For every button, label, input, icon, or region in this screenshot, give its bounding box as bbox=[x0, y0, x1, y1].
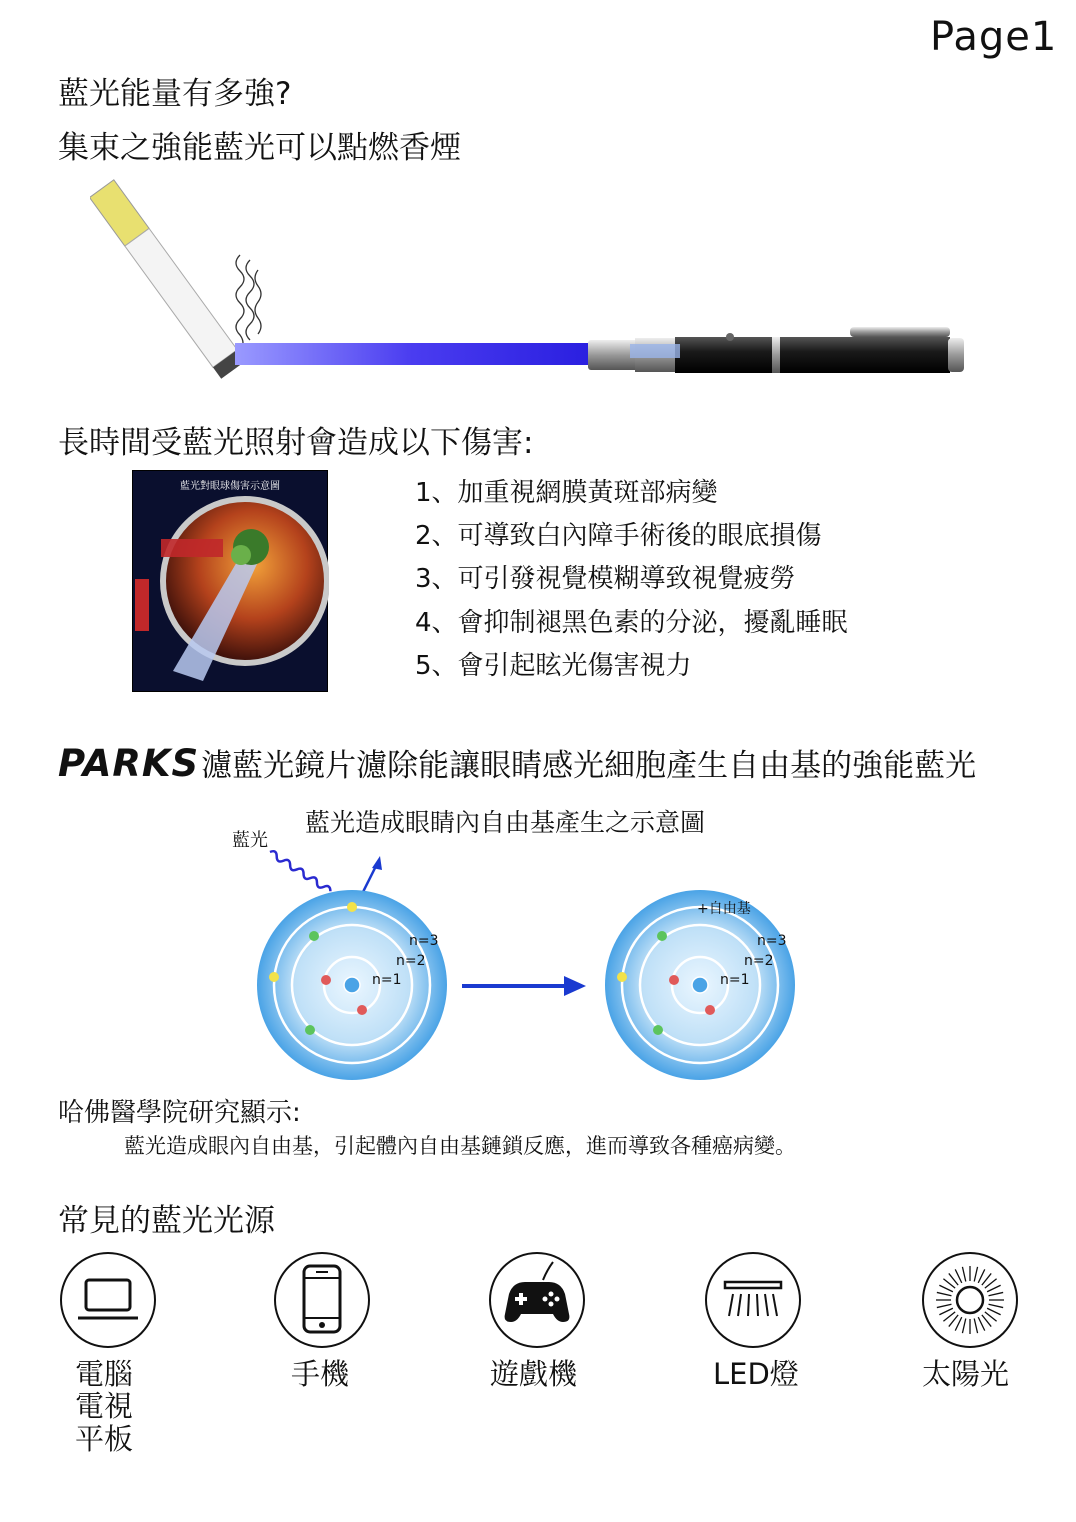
intro-question: 藍光能量有多強? bbox=[58, 76, 292, 112]
cigarette bbox=[90, 180, 245, 379]
smoke-line bbox=[255, 270, 261, 334]
parks-text: 濾藍光鏡片濾除能讓眼睛感光細胞產生自由基的強能藍光 bbox=[201, 748, 977, 784]
shell-label-n2: n=2 bbox=[396, 953, 426, 969]
sun-ray bbox=[937, 1292, 952, 1295]
shell-label-n3: n=3 bbox=[409, 933, 439, 949]
sun-ray bbox=[962, 1319, 965, 1334]
sun-ray bbox=[955, 1317, 962, 1331]
blue-light-wave bbox=[268, 849, 332, 893]
sun-ray bbox=[974, 1319, 977, 1334]
free-radical-diagram bbox=[250, 840, 810, 1085]
sun-ray bbox=[974, 1267, 977, 1282]
harm-item: 5、會引起眩光傷害視力 bbox=[415, 650, 692, 681]
laser-cigarette-illustration bbox=[90, 175, 980, 390]
atom-before bbox=[257, 890, 447, 1080]
sun-ray bbox=[937, 1304, 952, 1307]
figure-caption: 藍光對眼球傷害示意圖 bbox=[180, 481, 280, 492]
parks-statement bbox=[58, 740, 976, 785]
research-text: 藍光造成眼內自由基，引起體內自由基鏈鎖反應，進而導致各種癌病變。 bbox=[124, 1134, 796, 1158]
led-lamp-icon bbox=[705, 1252, 801, 1348]
harm-list bbox=[415, 478, 848, 682]
source-label-sun: 太陽光 bbox=[922, 1357, 1010, 1391]
smoke-line bbox=[246, 260, 254, 340]
source-label-line: 平板 bbox=[75, 1421, 134, 1456]
atom-after bbox=[605, 890, 795, 1080]
diagram-title: 藍光造成眼睛內自由基產生之示意圖 bbox=[305, 808, 706, 837]
harm-item: 2、可導致白內障手術後的眼底損傷 bbox=[415, 521, 822, 552]
source-label-line: 電視 bbox=[75, 1389, 134, 1424]
shell-label-n1: n=1 bbox=[372, 972, 402, 988]
sun-ray bbox=[987, 1308, 1001, 1315]
shell-label-n1: n=1 bbox=[720, 972, 750, 988]
smoke-line bbox=[236, 255, 244, 351]
phone-icon bbox=[274, 1252, 370, 1348]
sun-ray bbox=[978, 1269, 985, 1283]
laser-beam bbox=[235, 343, 590, 365]
source-label-screens bbox=[75, 1358, 133, 1455]
laptop-icon bbox=[60, 1252, 156, 1348]
brand-logo: PARKS bbox=[58, 742, 200, 785]
harm-heading: 長時間受藍光照射會造成以下傷害: bbox=[58, 425, 534, 461]
gamepad-icon bbox=[489, 1252, 585, 1348]
source-label-line: 電腦 bbox=[75, 1357, 134, 1391]
harm-item: 4、會抑制褪黑色素的分泌，擾亂睡眠 bbox=[415, 607, 848, 638]
eye-damage-figure bbox=[132, 470, 328, 692]
source-label-phone: 手機 bbox=[291, 1357, 350, 1391]
free-radical-label: +自由基 bbox=[697, 901, 751, 917]
laser-pen bbox=[588, 327, 964, 373]
sun-ray bbox=[939, 1308, 953, 1315]
shell-label-n2: n=2 bbox=[744, 953, 774, 969]
blue-light-label: 藍光 bbox=[232, 830, 268, 851]
intro-statement: 集束之強能藍光可以點燃香煙 bbox=[58, 130, 461, 166]
sun-ray bbox=[987, 1285, 1001, 1292]
page-number: Page1 bbox=[930, 14, 1058, 60]
harm-item: 3、可引發視覺模糊導致視覺疲勞 bbox=[415, 564, 796, 595]
sun-ray bbox=[962, 1267, 965, 1282]
source-label-game: 遊戲機 bbox=[490, 1357, 578, 1391]
sources-heading: 常見的藍光光源 bbox=[58, 1203, 275, 1239]
sun-ray bbox=[955, 1269, 962, 1283]
sun-ray bbox=[978, 1317, 985, 1331]
source-label-led: LED燈 bbox=[713, 1357, 799, 1391]
harm-item: 1、加重視網膜黃斑部病變 bbox=[415, 478, 718, 508]
sun-ray bbox=[939, 1285, 953, 1292]
sun-ray bbox=[989, 1292, 1004, 1295]
sun-ray bbox=[989, 1304, 1004, 1307]
research-heading: 哈佛醫學院研究顯示: bbox=[58, 1098, 301, 1128]
shell-label-n3: n=3 bbox=[757, 933, 787, 949]
sun-icon bbox=[922, 1252, 1018, 1348]
eyeball-illustration bbox=[133, 471, 329, 693]
